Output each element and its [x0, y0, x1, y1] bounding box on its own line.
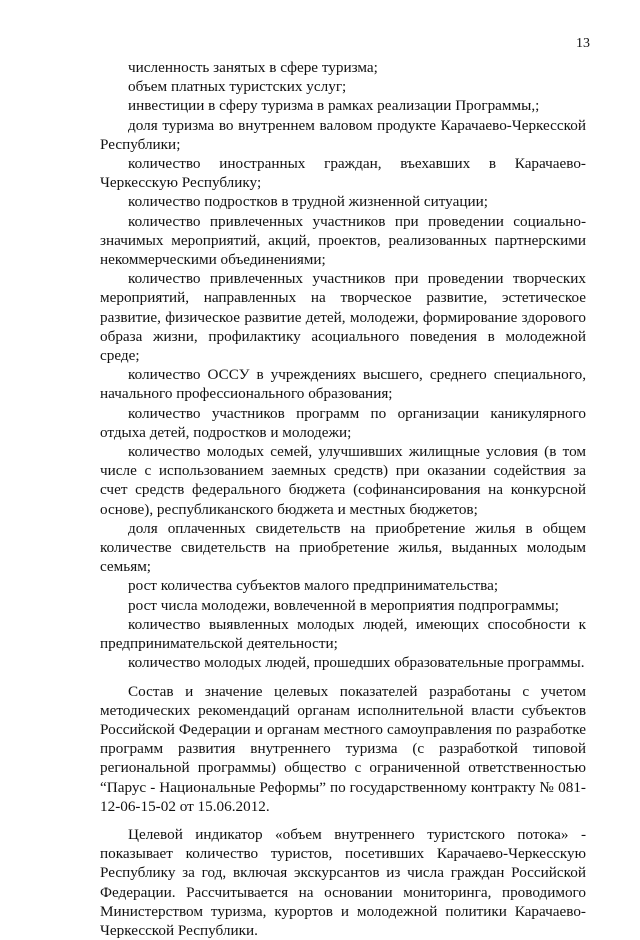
- methodology-paragraph: Состав и значение целевых показателей разработаны с учетом методических рекомендаций органам исполнительной власти субъектов Российской Федерации и органам местного самоуправления по разработке программ развития внутреннего туризма (с разработкой типовой региональной программы) общество с ограниченной ответственностью “Парус - Национальные Реформы” по государственному контракту № 081-12-06-15-02 от 15.06.2012.: [100, 682, 586, 815]
- indicator-paragraph: количество молодых семей, улучшивших жилищные условия (в том числе с использованием заемных средств) при оказании содействия за счет средств федерального бюджета (софинансирования на конкурсной основе), республиканского бюджета и местных бюджетов;: [100, 443, 586, 518]
- page-number: 13: [576, 36, 590, 51]
- indicator-paragraph: количество ОССУ в учреждениях высшего, среднего специального, начального профессионального образования;: [100, 366, 586, 403]
- indicator-paragraph: рост количества субъектов малого предпринимательства;: [128, 577, 499, 595]
- indicator-paragraph: количество привлеченных участников при проведении социально-значимых мероприятий, акций, проектов, реализованных партнерскими некоммерческими объединениями;: [100, 212, 586, 269]
- indicator-paragraph: количество подростков в трудной жизненной ситуации;: [128, 193, 488, 211]
- target-indicator-paragraph: Целевой индикатор «объем внутреннего туристского потока» - показывает количество туристов, посетивших Карачаево-Черкесскую Республику за год, включая экскурсантов из числа граждан Российской Федерации. Рассчитывается на основании мониторинга, проводимого Министерством туризма, курортов и молодежной политики Карачаево-Черкесской Республики.: [100, 825, 586, 939]
- document-body: [100, 58, 586, 940]
- indicator-paragraph: количество молодых людей, прошедших образовательные программы.: [128, 654, 585, 672]
- indicator-paragraph: доля оплаченных свидетельств на приобретение жилья в общем количестве свидетельств на приобретение жилья, выданных молодым семьям;: [100, 519, 586, 576]
- indicator-paragraph: количество иностранных граждан, въехавших в Карачаево-Черкесскую Республику;: [100, 155, 586, 192]
- indicator-paragraph: количество участников программ по организации каникулярного отдыха детей, подростков и молодежи;: [100, 404, 586, 441]
- indicator-paragraph: численность занятых в сфере туризма;: [128, 59, 378, 76]
- indicator-paragraph: инвестиции в сферу туризма в рамках реализации Программы,;: [128, 97, 540, 115]
- indicator-paragraph: доля туризма во внутреннем валовом продукте Карачаево-Черкесской Республики;: [100, 116, 586, 153]
- indicator-paragraph: количество выявленных молодых людей, имеющих способности к предпринимательской деятельности;: [100, 615, 586, 653]
- indicator-paragraph: количество привлеченных участников при проведении творческих мероприятий, направленных на творческое развитие, эстетическое развитие, физическое развитие детей, молодежи, формирование здорового образа жизни, профилактику асоциального поведения в молодежной среде;: [100, 270, 586, 365]
- indicator-paragraph: объем платных туристских услуг;: [128, 78, 347, 96]
- indicator-paragraph: рост числа молодежи, вовлеченной в мероприятия подпрограммы;: [128, 596, 559, 614]
